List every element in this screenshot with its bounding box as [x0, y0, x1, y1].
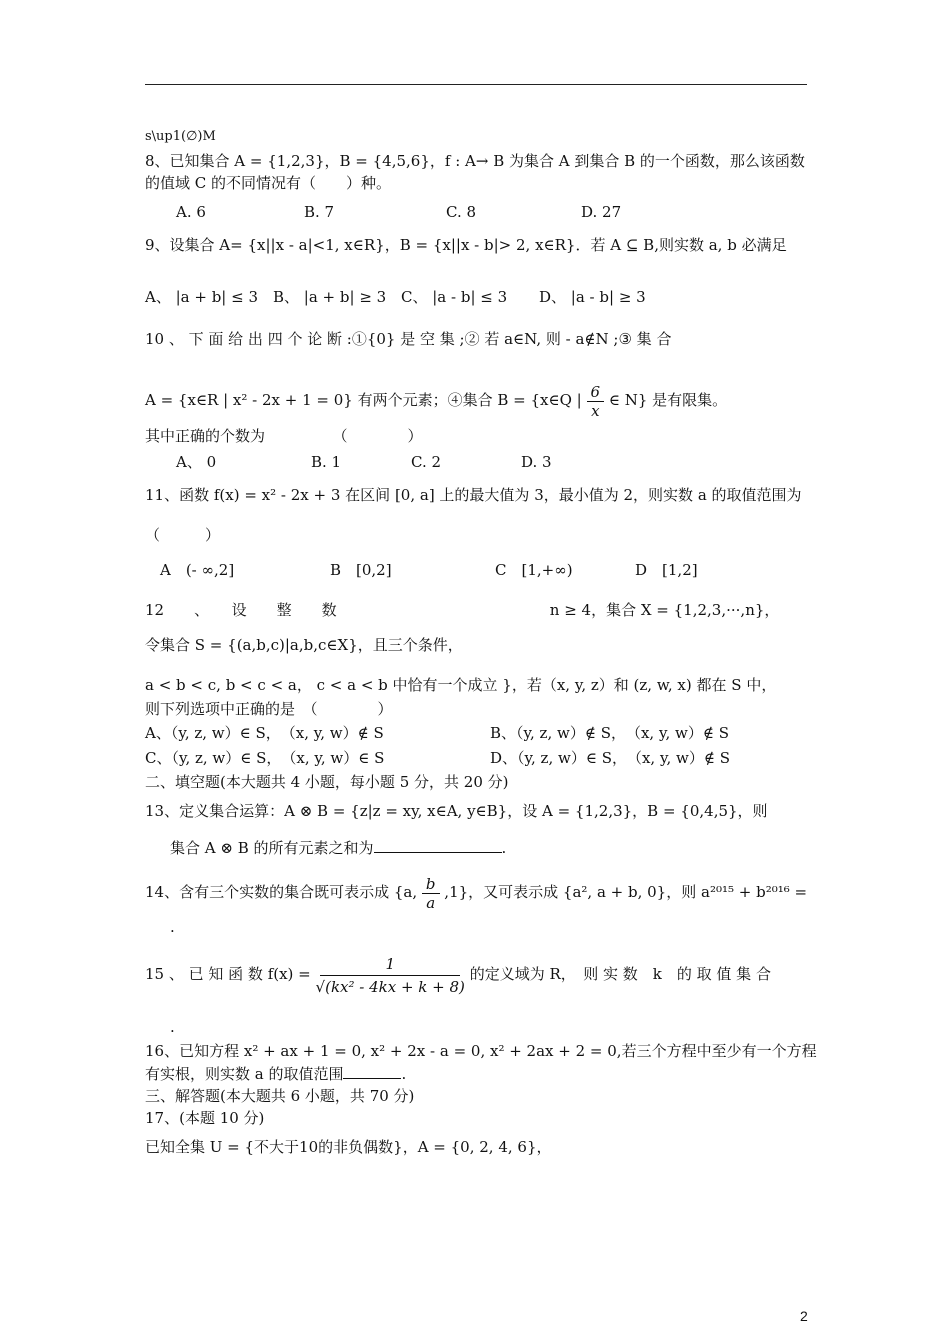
- q12-line1: [145, 599, 807, 621]
- q14-line1-end: ,1}，又可表示成 {a², a + b, 0}，则 a²⁰¹⁵ + b²⁰¹⁶ =: [444, 883, 808, 901]
- q13-line2: [170, 837, 832, 859]
- q15-line1: [145, 950, 807, 998]
- q11-line2: （ ）: [145, 526, 221, 544]
- q10-line2-start: A = {x∈R | x² - 2x + 1 = 0} 有两个元素；④集合 B = {x∈Q |: [145, 391, 582, 409]
- q8-line1: 8、已知集合 A = {1,2,3}，B = {4,5,6}，f : A→ B 为集合 A 到集合 B 的一个函数，那么该函数: [145, 152, 805, 170]
- q12-option-c: C、（y, z, w）∈ S， （x, y, w）∈ S: [145, 749, 385, 767]
- section-3-heading: 三、解答题(本大题共 6 小题，共 70 分): [145, 1087, 415, 1105]
- q13-answer-blank: [374, 838, 502, 853]
- q9-option-d: D、 |a - b| ≥ 3: [539, 288, 646, 306]
- q9-option-b: B、 |a + b| ≥ 3: [273, 288, 387, 306]
- q10-option-a: A、 0: [176, 453, 217, 471]
- q8-option-d: D. 27: [581, 203, 622, 221]
- q10-line2: [145, 380, 807, 420]
- q14-frac-num: b: [422, 875, 440, 894]
- q12-options-row2: [145, 747, 807, 769]
- q9-options: [145, 286, 807, 308]
- q12-line4: 则下列选项中正确的是 （ ）: [145, 700, 393, 718]
- q12-line3: a < b < c, b < c < a， c < a < b 中恰有一个成立 }，若（x, y, z）和 (z, w, x) 都在 S 中，: [145, 676, 777, 694]
- q13-line2-end: .: [501, 839, 507, 857]
- q14-fraction: [422, 875, 440, 912]
- q12-option-a: A、（y, z, w）∈ S， （x, y, w）∉ S: [145, 724, 384, 742]
- q9-option-a: A、 |a + b| ≤ 3: [145, 288, 259, 306]
- q8-option-c: C. 8: [446, 203, 477, 221]
- q10-line3: 其中正确的个数为 （ ）: [145, 427, 423, 445]
- q16-answer-blank: [343, 1064, 401, 1079]
- q12-options-row1: [145, 722, 807, 744]
- header-rule: [145, 84, 807, 85]
- q15-frac-num: 1: [320, 953, 460, 976]
- q9-option-c: C、 |a - b| ≤ 3: [401, 288, 508, 306]
- q15-fraction: [316, 953, 465, 998]
- q16-line2: [145, 1063, 807, 1085]
- artifact-text: s\up1(∅)M: [145, 129, 216, 144]
- q14-line1-start: 14、含有三个实数的集合既可表示成 {a,: [145, 883, 418, 901]
- q10-line1: 10 、 下 面 给 出 四 个 论 断 :①{0} 是 空 集 ;② 若 a∈N, 则 - a∉N ;③ 集 合: [145, 330, 672, 348]
- q15-frac-den: √(kx² - 4kx + k + 8): [315, 977, 465, 996]
- q16-line2-text: 有实根，则实数 a 的取值范围: [145, 1065, 344, 1083]
- q14-line2: .: [170, 918, 175, 936]
- q11-options: [160, 559, 822, 581]
- q15-line2: .: [170, 1018, 175, 1036]
- q11-option-b: B [0,2]: [330, 561, 392, 579]
- q11-option-d: D [1,2]: [635, 561, 698, 579]
- q8-option-a: A. 6: [176, 203, 206, 221]
- q8-line2: 的值域 C 的不同情况有（ ）种。: [145, 174, 392, 192]
- q17-line1: 已知全集 U = {不大于10的非负偶数}，A = {0, 2, 4, 6}，: [145, 1138, 552, 1156]
- q10-option-c: C. 2: [411, 453, 442, 471]
- q10-option-b: B. 1: [311, 453, 342, 471]
- page-number: 2: [800, 1308, 808, 1324]
- q10-options: [176, 451, 838, 473]
- q8-option-b: B. 7: [304, 203, 335, 221]
- q8-options: [176, 201, 838, 223]
- q11-option-c: C [1,+∞): [495, 561, 573, 579]
- q10-frac-num: 6: [587, 383, 605, 402]
- q10-line2-end: ∈ N} 是有限集。: [608, 391, 728, 409]
- q12-option-b: B、（y, z, w）∉ S， （x, y, w）∉ S: [490, 724, 729, 742]
- q16-line1: 16、已知方程 x² + ax + 1 = 0, x² + 2x - a = 0, x² + 2ax + 2 = 0,若三个方程中至少有一个方程: [145, 1042, 817, 1060]
- q10-frac-den: x: [591, 401, 600, 420]
- q16-line2-end: .: [401, 1065, 407, 1083]
- q14-frac-den: a: [426, 893, 436, 912]
- q12-line1-start: 12 、 设 整 数: [145, 601, 337, 619]
- section-2-heading: 二、填空题(本大题共 4 小题，每小题 5 分，共 20 分): [145, 773, 509, 791]
- q12-line2: 令集合 S = {(a,b,c)|a,b,c∈X}，且三个条件，: [145, 636, 463, 654]
- q15-line1-start: 15 、 已 知 函 数 f(x) =: [145, 965, 311, 983]
- q13-line1: 13、定义集合运算：A ⊗ B = {z|z = xy, x∈A, y∈B}，设 A = {1,2,3}，B = {0,4,5}，则: [145, 802, 768, 820]
- q11-option-a: A (- ∞,2]: [160, 561, 235, 579]
- q13-line2-text: 集合 A ⊗ B 的所有元素之和为: [170, 839, 374, 857]
- q12-line1-end: n ≥ 4，集合 X = {1,2,3,···,n}，: [549, 601, 780, 619]
- q10-option-d: D. 3: [521, 453, 552, 471]
- q12-option-d: D、（y, z, w）∈ S， （x, y, w）∉ S: [490, 749, 730, 767]
- q14-line1: [145, 872, 807, 912]
- q11-line1: 11、函数 f(x) = x² - 2x + 3 在区间 [0, a] 上的最大值为 3，最小值为 2，则实数 a 的取值范围为: [145, 486, 802, 504]
- q10-fraction: [587, 383, 605, 420]
- q17-title: 17、(本题 10 分): [145, 1109, 265, 1127]
- q9-line1: 9、设集合 A= {x||x - a|<1, x∈R}，B = {x||x - b|> 2, x∈R}．若 A ⊆ B,则实数 a, b 必满足: [145, 236, 787, 254]
- q15-line1-end: 的定义域为 R， 则 实 数 k 的 取 值 集 合: [469, 965, 771, 983]
